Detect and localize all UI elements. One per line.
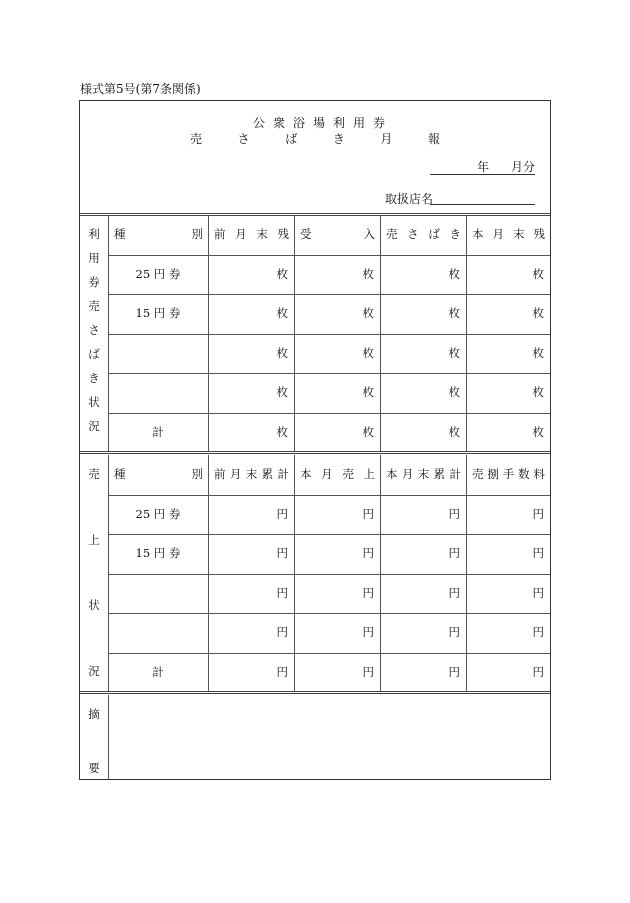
header-char: 本 [300,467,312,481]
header-char: 月 [321,467,333,481]
section1-vertical-label-char: 用 [88,251,100,265]
section3-vertical-label-char: 摘 [88,707,100,721]
section2-header-col3 [386,469,461,481]
section1-row-divider [108,255,550,256]
section1-header-kind [114,229,203,241]
title-char: ば [285,132,298,146]
header-char: 末 [256,227,268,241]
remarks-field[interactable] [109,695,549,779]
header-char: き [449,227,461,241]
section2-value-cell[interactable]: 円 [532,585,544,600]
section1-value-cell[interactable]: 枚 [362,345,374,360]
header-char: 売 [386,227,398,241]
section3-vertical-label-char: 要 [88,761,100,775]
section1-vertical-label-char: ば [88,347,100,361]
period-field[interactable] [430,158,535,175]
header-char: 月 [229,467,242,481]
section2-row-label: 15 円 券 [135,546,181,560]
header-char: 累 [433,467,446,481]
form-title-line2 [190,130,440,147]
year-label: 年 [477,160,490,174]
section2-vertical-label-char: 売 [88,467,100,481]
agent-name-label: 取扱店名 [385,192,434,206]
header-char: 受 [300,227,312,241]
section2-header-col4 [472,469,545,481]
section2-row-divider [108,653,550,654]
section2-value-cell[interactable]: 円 [276,546,288,560]
header-char: 前 [214,227,226,241]
header-char: 月 [235,227,247,241]
title-char: さ [237,132,250,146]
header-char: 本 [386,467,398,481]
section1-value-cell[interactable]: 枚 [448,266,460,281]
section2-value-cell[interactable]: 円 [532,546,544,560]
section2-row-divider [108,495,550,496]
report-form [79,100,551,780]
header-char: 入 [363,227,375,241]
header-char: 累 [261,467,274,481]
section1-vertical-label-char: 売 [88,299,100,313]
section-divider [80,213,550,216]
section1-vertical-label-char: 況 [88,419,100,433]
section2-vertical-label-char: 上 [88,532,100,547]
section2-value-cell[interactable]: 円 [448,625,460,639]
section2-value-cell[interactable]: 円 [362,506,374,521]
section1-value-cell[interactable]: 枚 [362,424,374,439]
header-char: 売 [472,467,484,481]
header-char: 手 [502,467,515,481]
section2-row-divider [108,534,550,535]
header-char: 月 [401,467,414,481]
section1-value-cell[interactable]: 枚 [362,306,374,320]
header-char: 売 [342,467,354,481]
header-char: 計 [449,467,461,481]
form-label: 様式第5号(第7条関係) [80,82,201,96]
section2-value-cell[interactable]: 円 [362,664,374,679]
section1-row-divider [108,294,550,295]
section2-value-cell[interactable]: 円 [532,506,544,521]
header-char: 別 [191,467,203,481]
section2-value-cell[interactable]: 円 [276,625,288,639]
title-char: 月 [380,132,393,146]
section1-row-divider [108,373,550,374]
section-divider [80,691,550,694]
header-char: 月 [492,227,504,241]
header-char: 前 [214,467,226,481]
section2-total-label: 計 [152,664,164,679]
form-header [80,101,550,215]
title-char: き [332,132,345,146]
section2-value-cell[interactable]: 円 [362,585,374,600]
agent-name-field[interactable] [430,204,535,205]
section2-value-cell[interactable]: 円 [276,585,288,600]
section2-header-kind [114,469,203,481]
section1-value-cell[interactable]: 枚 [276,345,288,360]
section1-header-col4 [472,229,545,241]
header-char: 捌 [487,467,499,481]
section1-vertical-label-char: き [88,371,100,385]
section1-vertical-label-char: 状 [88,395,100,409]
section1-value-cell[interactable]: 枚 [362,385,374,399]
title-char: 報 [427,132,440,146]
section2-value-cell[interactable]: 円 [362,546,374,560]
section1-value-cell[interactable]: 枚 [532,385,544,399]
section1-value-cell[interactable]: 枚 [448,385,460,399]
section1-row-label: 25 円 券 [135,266,181,281]
section2-value-cell[interactable]: 円 [362,625,374,639]
section2-header-col1 [214,469,289,481]
section2-header-col2 [300,469,375,481]
section2-value-cell[interactable]: 円 [448,664,460,679]
header-char: 種 [114,227,126,241]
header-char: 料 [533,467,545,481]
section1-value-cell[interactable]: 枚 [276,385,288,399]
section2-value-cell[interactable]: 円 [532,664,544,679]
header-char: ば [428,227,440,241]
header-char: 種 [114,467,126,481]
header-char: 末 [417,467,430,481]
section1-value-cell[interactable]: 枚 [276,424,288,439]
header-char: さ [407,227,419,241]
section1-vertical-label-char: 利 [88,227,100,241]
section-divider [80,451,550,454]
section1-value-cell[interactable]: 枚 [276,306,288,320]
section2-vertical-label-char: 状 [88,598,100,613]
form-title-line1: 公衆浴場利用券 [252,116,393,130]
section2-row-divider [108,613,550,614]
header-char: 別 [191,227,203,241]
section1-value-cell[interactable]: 枚 [448,424,460,439]
header-char: 末 [513,227,525,241]
header-char: 残 [533,227,545,241]
section2-value-cell[interactable]: 円 [448,585,460,600]
section1-row-label: 15 円 券 [135,306,181,320]
header-char: 末 [245,467,258,481]
section1-header-col2 [300,229,375,241]
month-label: 月分 [510,160,535,174]
section1-value-cell[interactable]: 枚 [532,306,544,320]
section1-value-cell[interactable]: 枚 [532,266,544,281]
section1-value-cell[interactable]: 枚 [532,345,544,360]
header-char: 本 [472,227,484,241]
section2-value-cell[interactable]: 円 [448,506,460,521]
section1-vertical-label-char: さ [88,323,100,337]
section1-total-label: 計 [152,424,164,439]
section2-vertical-label-char: 況 [88,664,100,678]
section1-vertical-label-char: 券 [88,275,100,289]
section1-value-cell[interactable]: 枚 [448,306,460,320]
section1-value-cell[interactable]: 枚 [448,345,460,360]
section1-row-divider [108,334,550,335]
header-char: 残 [277,227,289,241]
section2-value-cell[interactable]: 円 [276,506,288,521]
title-char: 売 [190,132,203,146]
header-char: 計 [277,467,289,481]
section2-value-cell[interactable]: 円 [276,664,288,679]
header-char: 数 [518,467,530,481]
section2-value-cell[interactable]: 円 [532,625,544,639]
section1-row-divider [108,413,550,414]
header-char: 上 [363,467,375,481]
section1-value-cell[interactable]: 枚 [276,266,288,281]
section2-row-label: 25 円 券 [135,506,181,521]
section1-header-col1 [214,229,289,241]
section2-value-cell[interactable]: 円 [448,546,460,560]
section1-value-cell[interactable]: 枚 [532,424,544,439]
section1-header-col3 [386,229,461,241]
section1-value-cell[interactable]: 枚 [362,266,374,281]
section2-row-divider [108,574,550,575]
